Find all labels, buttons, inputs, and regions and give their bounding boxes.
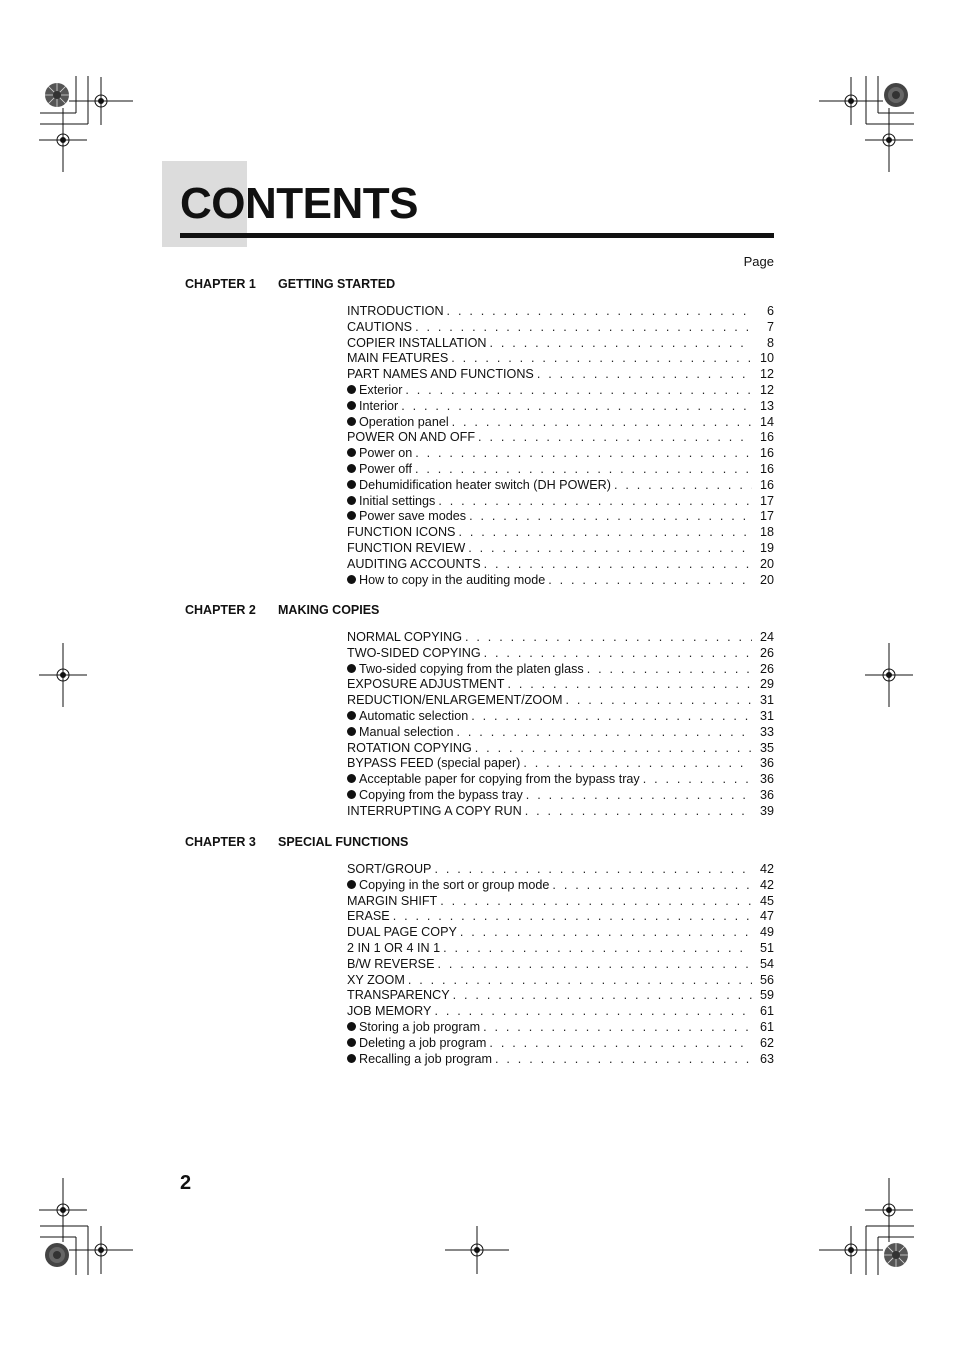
crosshair-registration-mark-icon	[819, 77, 883, 125]
toc-list-chapter-3	[347, 862, 774, 1067]
toc-entry[interactable]	[347, 909, 774, 925]
dot-leader	[478, 430, 752, 446]
toc-entry-label: Interior	[359, 398, 399, 413]
bullet-dot-icon	[347, 1022, 356, 1031]
bullet-dot-icon	[347, 496, 356, 505]
toc-entry[interactable]	[347, 725, 774, 741]
toc-entry[interactable]	[347, 525, 774, 541]
toc-entry[interactable]	[347, 772, 774, 788]
bullet-dot-icon	[347, 790, 356, 799]
dot-leader	[447, 304, 752, 320]
dot-leader	[484, 557, 752, 573]
toc-entry-label: How to copy in the auditing mode	[359, 572, 546, 587]
toc-entry-page: 31	[759, 693, 774, 708]
dot-leader	[484, 646, 752, 662]
dot-leader	[465, 630, 752, 646]
chapter-number: CHAPTER 3	[185, 835, 256, 849]
toc-entry-label: FUNCTION ICONS	[347, 525, 456, 540]
toc-entry-label: REDUCTION/ENLARGEMENT/ZOOM	[347, 693, 563, 708]
toc-entry-page: 35	[759, 740, 774, 755]
dot-leader	[587, 662, 752, 678]
dot-leader	[415, 462, 752, 478]
toc-entry-page: 24	[759, 630, 774, 644]
crosshair-registration-mark-icon	[39, 108, 87, 172]
dot-leader	[525, 804, 752, 820]
toc-entry-page: 36	[759, 787, 774, 802]
toc-entry[interactable]	[347, 494, 774, 510]
toc-entry[interactable]	[347, 430, 774, 446]
toc-entry[interactable]	[347, 925, 774, 941]
dot-leader	[566, 693, 752, 709]
toc-entry-page: 20	[759, 572, 774, 587]
toc-entry-page: 59	[759, 988, 774, 1003]
toc-entry-label: Power off	[359, 461, 412, 476]
toc-entry-page: 61	[759, 1019, 774, 1034]
toc-entry[interactable]	[347, 367, 774, 383]
radial-color-target-icon	[884, 83, 908, 107]
toc-entry-label: Operation panel	[359, 414, 449, 429]
toc-entry-label: POWER ON AND OFF	[347, 430, 476, 445]
toc-entry[interactable]	[347, 741, 774, 757]
radial-color-target-icon	[45, 83, 69, 107]
bullet-dot-icon	[347, 575, 356, 584]
dot-leader	[408, 973, 752, 989]
toc-entry[interactable]	[347, 693, 774, 709]
dot-leader	[469, 509, 752, 525]
dot-leader	[526, 788, 752, 804]
toc-entry-label: Power on	[359, 446, 413, 461]
toc-entry-page: 13	[759, 398, 774, 413]
toc-entry[interactable]	[347, 336, 774, 352]
page-title: CONTENTS	[180, 179, 418, 228]
toc-entry-label: JOB MEMORY	[347, 1004, 432, 1019]
toc-entry-label: XY ZOOM	[347, 972, 405, 987]
toc-entry-label: SORT/GROUP	[347, 862, 432, 876]
dot-leader	[490, 336, 753, 352]
toc-entry-page: 12	[759, 367, 774, 382]
toc-entry[interactable]	[347, 941, 774, 957]
toc-entry-label: ERASE	[347, 909, 390, 924]
toc-entry-label: ROTATION COPYING	[347, 740, 472, 755]
toc-entry[interactable]	[347, 399, 774, 415]
toc-entry-label: Deleting a job program	[359, 1035, 487, 1050]
toc-entry-page: 26	[759, 645, 774, 660]
dot-leader	[507, 677, 752, 693]
dot-leader	[614, 478, 752, 494]
toc-entry-page: 7	[766, 319, 774, 334]
toc-entry[interactable]	[347, 973, 774, 989]
bullet-dot-icon	[347, 480, 356, 489]
toc-entry-page: 42	[759, 862, 774, 876]
toc-entry-page: 39	[759, 803, 774, 818]
toc-entry[interactable]	[347, 1004, 774, 1020]
toc-entry[interactable]	[347, 788, 774, 804]
dot-leader	[443, 941, 752, 957]
toc-entry-label: MAIN FEATURES	[347, 351, 449, 366]
toc-entry-label: Exterior	[359, 382, 403, 397]
toc-entry-page: 42	[759, 877, 774, 892]
bullet-dot-icon	[347, 711, 356, 720]
toc-list-chapter-1	[347, 304, 774, 588]
toc-entry-page: 45	[759, 893, 774, 908]
page-column-label: Page	[743, 254, 774, 269]
dot-leader	[468, 541, 752, 557]
toc-entry[interactable]	[347, 677, 774, 693]
toc-entry[interactable]	[347, 878, 774, 894]
toc-entry[interactable]	[347, 894, 774, 910]
radial-color-target-icon	[884, 1243, 908, 1267]
dot-leader	[643, 772, 752, 788]
toc-entry[interactable]	[347, 320, 774, 336]
toc-entry-page: 62	[759, 1035, 774, 1050]
toc-entry-label: Two-sided copying from the platen glass	[359, 661, 584, 676]
dot-leader	[457, 725, 752, 741]
crosshair-registration-mark-icon	[69, 77, 133, 125]
bullet-dot-icon	[347, 511, 356, 520]
toc-entry-page: 36	[759, 756, 774, 771]
bullet-dot-icon	[347, 464, 356, 473]
bullet-dot-icon	[347, 880, 356, 889]
toc-entry[interactable]	[347, 304, 774, 320]
dot-leader	[548, 573, 752, 589]
toc-entry-label: EXPOSURE ADJUSTMENT	[347, 677, 505, 692]
toc-entry[interactable]	[347, 957, 774, 973]
toc-entry-label: Dehumidification heater switch (DH POWER)	[359, 477, 611, 492]
toc-entry[interactable]	[347, 351, 774, 367]
toc-entry-label: COPIER INSTALLATION	[347, 335, 487, 350]
dot-leader	[475, 741, 752, 757]
dot-leader	[483, 1020, 752, 1036]
chapter-title: GETTING STARTED	[278, 277, 396, 291]
toc-entry[interactable]	[347, 1036, 774, 1052]
toc-entry-page: 18	[759, 525, 774, 540]
crosshair-registration-mark-icon	[39, 1178, 87, 1242]
dot-leader	[537, 367, 752, 383]
toc-entry[interactable]	[347, 462, 774, 478]
chapter-heading	[185, 835, 408, 849]
chapter-title: SPECIAL FUNCTIONS	[278, 835, 409, 849]
toc-entry-page: 16	[759, 446, 774, 461]
bullet-dot-icon	[347, 401, 356, 410]
toc-entry-label: NORMAL COPYING	[347, 630, 462, 644]
title-underline-rule	[180, 233, 774, 238]
toc-entry[interactable]	[347, 756, 774, 772]
toc-entry-label: Acceptable paper for copying from the bypass tray	[359, 772, 640, 787]
toc-entry[interactable]	[347, 662, 774, 678]
dot-leader	[451, 351, 752, 367]
toc-entry-label: Initial settings	[359, 493, 436, 508]
toc-entry-page: 14	[759, 414, 774, 429]
toc-entry-page: 16	[759, 461, 774, 476]
toc-entry-label: Manual selection	[359, 724, 454, 739]
toc-entry-label: TRANSPARENCY	[347, 988, 450, 1003]
toc-entry-page: 16	[759, 430, 774, 445]
dot-leader	[415, 320, 752, 336]
toc-entry-page: 49	[759, 925, 774, 940]
bullet-dot-icon	[347, 1038, 356, 1047]
crosshair-registration-mark-icon	[819, 1226, 883, 1274]
toc-entry[interactable]	[347, 573, 774, 589]
toc-list-chapter-2	[347, 630, 774, 820]
bullet-dot-icon	[347, 448, 356, 457]
toc-entry-label: BYPASS FEED (special paper)	[347, 756, 521, 771]
toc-entry-label: FUNCTION REVIEW	[347, 540, 466, 555]
chapter-number: CHAPTER 1	[185, 277, 256, 291]
toc-entry-label: CAUTIONS	[347, 319, 413, 334]
toc-entry-page: 19	[759, 540, 774, 555]
toc-entry-page: 47	[759, 909, 774, 924]
toc-entry[interactable]	[347, 1020, 774, 1036]
dot-leader	[489, 1036, 752, 1052]
toc-entry-label: MARGIN SHIFT	[347, 893, 438, 908]
toc-entry[interactable]	[347, 541, 774, 557]
toc-entry-page: 12	[759, 382, 774, 397]
toc-entry-page: 51	[759, 940, 774, 955]
toc-entry[interactable]	[347, 646, 774, 662]
toc-entry-label: Copying from the bypass tray	[359, 787, 523, 802]
toc-entry-label: Copying in the sort or group mode	[359, 877, 550, 892]
dot-leader	[552, 878, 752, 894]
bullet-dot-icon	[347, 417, 356, 426]
toc-entry[interactable]	[347, 804, 774, 820]
toc-entry-page: 29	[759, 677, 774, 692]
crosshair-registration-mark-icon	[865, 643, 913, 707]
chapter-heading	[185, 277, 395, 291]
toc-entry[interactable]	[347, 988, 774, 1004]
toc-entry[interactable]	[347, 446, 774, 462]
radial-color-target-icon	[45, 1243, 69, 1267]
toc-entry-page: 6	[766, 304, 774, 318]
dot-leader	[393, 909, 752, 925]
dot-leader	[453, 988, 752, 1004]
toc-entry-page: 56	[759, 972, 774, 987]
toc-entry-page: 54	[759, 956, 774, 971]
toc-entry[interactable]	[347, 509, 774, 525]
toc-entry-page: 20	[759, 556, 774, 571]
toc-entry-label: Automatic selection	[359, 708, 469, 723]
dot-leader	[495, 1052, 752, 1068]
toc-entry-page: 63	[759, 1051, 774, 1066]
dot-leader	[434, 1004, 752, 1020]
dot-leader	[440, 894, 752, 910]
toc-entry-page: 16	[759, 477, 774, 492]
toc-entry-page: 17	[759, 509, 774, 524]
toc-entry-page: 36	[759, 772, 774, 787]
toc-entry[interactable]	[347, 862, 774, 878]
toc-entry-label: Power save modes	[359, 509, 467, 524]
toc-entry[interactable]	[347, 630, 774, 646]
dot-leader	[452, 415, 752, 431]
chapter-heading	[185, 603, 379, 617]
toc-entry[interactable]	[347, 383, 774, 399]
toc-entry[interactable]	[347, 478, 774, 494]
dot-leader	[401, 399, 752, 415]
toc-entry-label: AUDITING ACCOUNTS	[347, 556, 481, 571]
crosshair-registration-mark-icon	[865, 108, 913, 172]
toc-entry-page: 26	[759, 661, 774, 676]
toc-entry-label: PART NAMES AND FUNCTIONS	[347, 367, 534, 382]
toc-entry-page: 31	[759, 708, 774, 723]
toc-entry-label: 2 IN 1 OR 4 IN 1	[347, 940, 441, 955]
toc-entry-label: B/W REVERSE	[347, 956, 435, 971]
toc-entry[interactable]	[347, 415, 774, 431]
dot-leader	[471, 709, 752, 725]
toc-entry[interactable]	[347, 557, 774, 573]
page-number: 2	[180, 1172, 192, 1194]
chapter-number: CHAPTER 2	[185, 603, 256, 617]
dot-leader	[458, 525, 752, 541]
dot-leader	[523, 756, 752, 772]
dot-leader	[437, 957, 752, 973]
crosshair-registration-mark-icon	[69, 1226, 133, 1274]
dot-leader	[434, 862, 752, 878]
toc-entry-label: INTRODUCTION	[347, 304, 444, 318]
chapter-title: MAKING COPIES	[278, 603, 380, 617]
dot-leader	[415, 446, 752, 462]
toc-entry-page: 61	[759, 1004, 774, 1019]
toc-entry-page: 33	[759, 724, 774, 739]
toc-entry[interactable]	[347, 1052, 774, 1068]
toc-entry-label: Recalling a job program	[359, 1051, 493, 1066]
bullet-dot-icon	[347, 385, 356, 394]
crosshair-registration-mark-icon	[39, 643, 87, 707]
contents-title-block	[162, 161, 774, 247]
crosshair-registration-mark-icon	[865, 1178, 913, 1242]
toc-entry[interactable]	[347, 709, 774, 725]
dot-leader	[460, 925, 752, 941]
toc-entry-label: Storing a job program	[359, 1019, 481, 1034]
bullet-dot-icon	[347, 774, 356, 783]
crosshair-registration-mark-icon	[445, 1226, 509, 1274]
bullet-dot-icon	[347, 664, 356, 673]
toc-entry-page: 17	[759, 493, 774, 508]
toc-entry-page: 8	[766, 335, 774, 350]
toc-entry-label: INTERRUPTING A COPY RUN	[347, 803, 522, 818]
bullet-dot-icon	[347, 727, 356, 736]
toc-entry-page: 10	[759, 351, 774, 366]
dot-leader	[438, 494, 752, 510]
toc-entry-label: DUAL PAGE COPY	[347, 925, 457, 940]
toc-entry-label: TWO-SIDED COPYING	[347, 645, 481, 660]
bullet-dot-icon	[347, 1054, 356, 1063]
dot-leader	[405, 383, 752, 399]
